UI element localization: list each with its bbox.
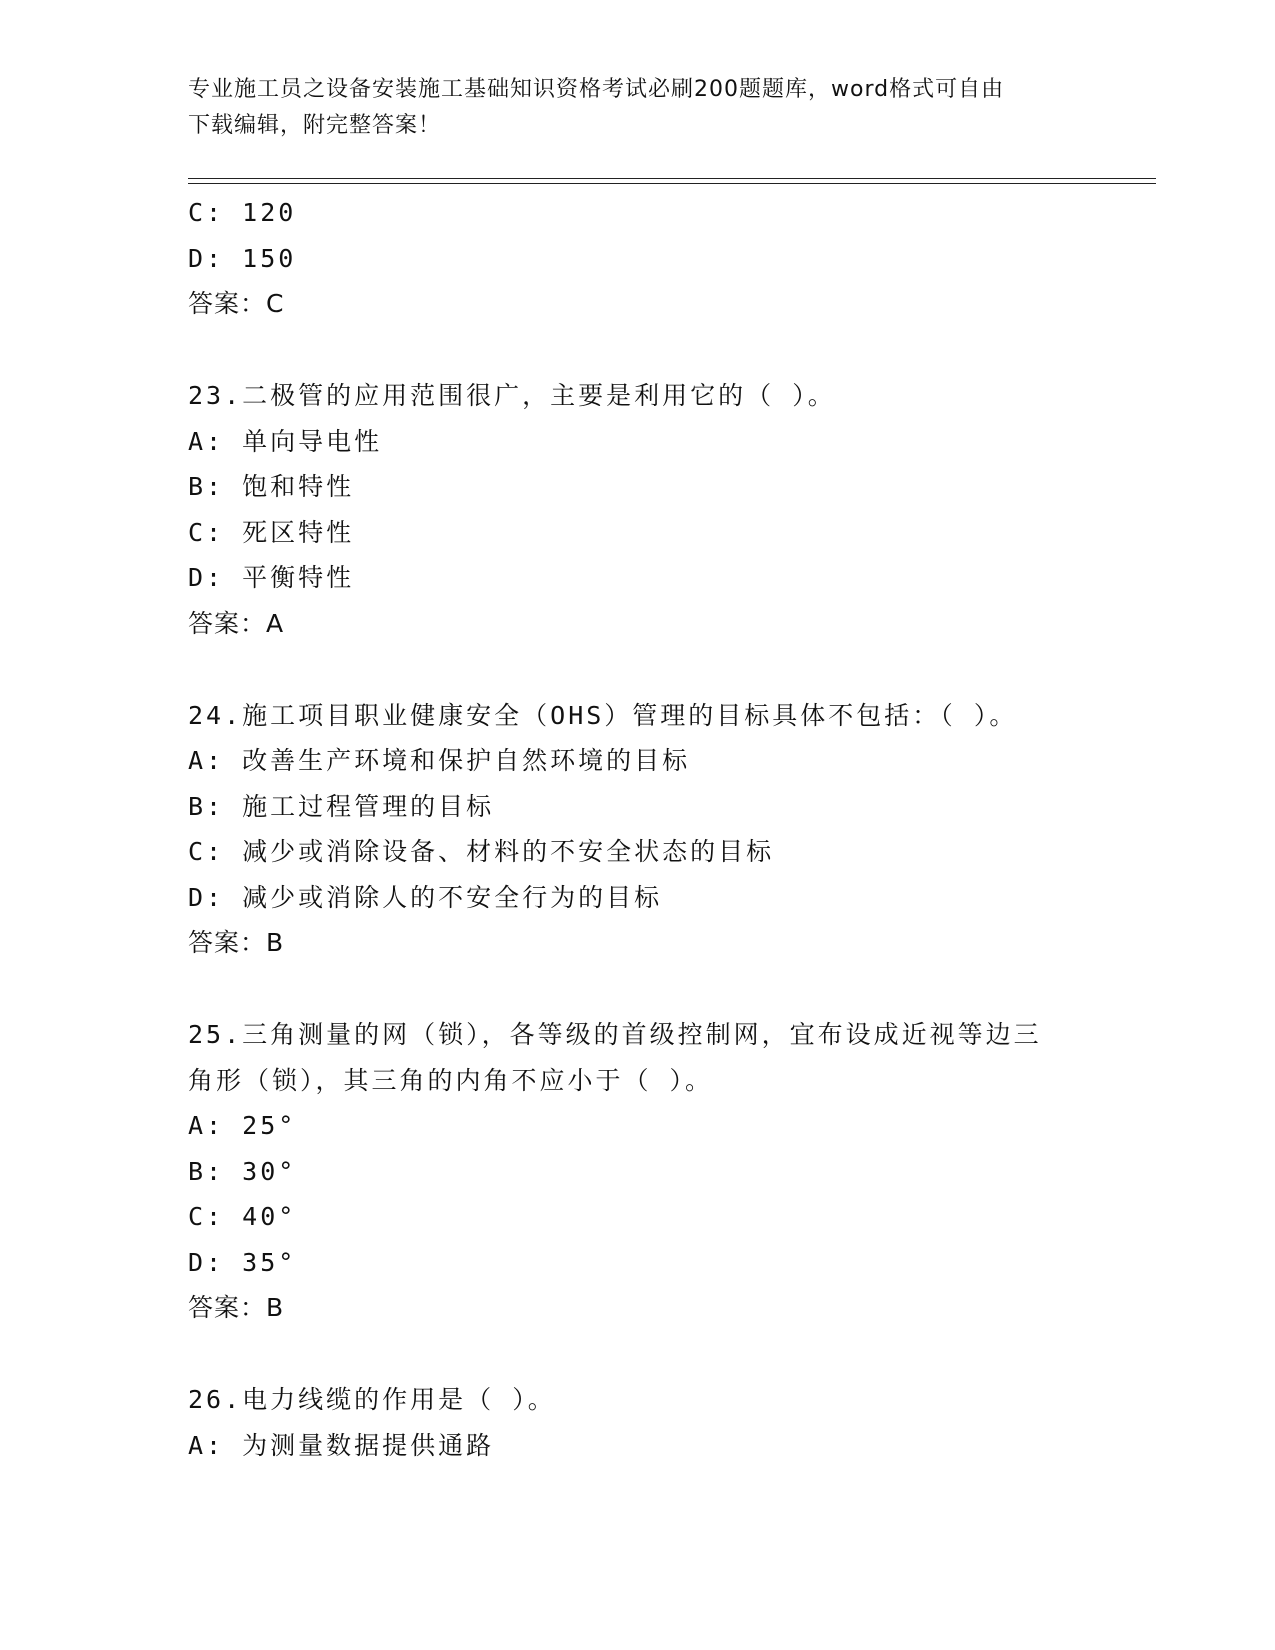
answer: 答案：B: [188, 928, 285, 957]
question-text-line-2: 角形（锁），其三角的内角不应小于（ ）。: [188, 1065, 714, 1095]
question-23: [188, 373, 1118, 647]
option-d: D: 35°: [188, 1247, 297, 1277]
header-line-2: 下载编辑，附完整答案！: [188, 113, 442, 138]
option-c: C: 40°: [188, 1202, 297, 1231]
question-25: [188, 1012, 1118, 1331]
question-text-line-1: 25.三角测量的网（锁），各等级的首级控制网，宜布设成近视等边三: [188, 1020, 1042, 1049]
question-content: [188, 190, 1118, 1468]
header-divider-bottom: [188, 183, 1156, 184]
option-d: D: 平衡特性: [188, 563, 355, 592]
option-a: A: 为测量数据提供通路: [188, 1430, 495, 1460]
option-a: A: 单向导电性: [188, 426, 383, 456]
header-divider-top: [188, 178, 1156, 179]
question-26: [188, 1377, 1118, 1468]
option-c: C: 死区特性: [188, 517, 355, 547]
question-text: 23.二极管的应用范围很广，主要是利用它的（ ）。: [188, 381, 836, 410]
option-a: A: 改善生产环境和保护自然环境的目标: [188, 746, 691, 775]
question-text: 24.施工项目职业健康安全（OHS）管理的目标具体不包括：（ ）。: [188, 700, 1018, 730]
option-d: D: 减少或消除人的不安全行为的目标: [188, 882, 663, 912]
document-header: [188, 72, 1088, 144]
question-22-continued: [188, 190, 1118, 327]
header-line-1: 专业施工员之设备安装施工基础知识资格考试必刷200题题库，word格式可自由: [188, 77, 1005, 102]
option-c: C: 120: [188, 198, 297, 227]
option-c: C: 减少或消除设备、材料的不安全状态的目标: [188, 837, 775, 866]
answer: 答案：B: [188, 1293, 285, 1322]
option-a: A: 25°: [188, 1111, 297, 1140]
option-b: B: 施工过程管理的目标: [188, 791, 495, 821]
question-24: [188, 693, 1118, 967]
option-b: B: 30°: [188, 1156, 297, 1186]
option-b: B: 饱和特性: [188, 472, 355, 501]
answer: 答案：C: [188, 289, 285, 318]
answer: 答案：A: [188, 608, 285, 638]
option-d: D: 150: [188, 243, 297, 273]
question-text: 26.电力线缆的作用是（ ）。: [188, 1385, 556, 1414]
